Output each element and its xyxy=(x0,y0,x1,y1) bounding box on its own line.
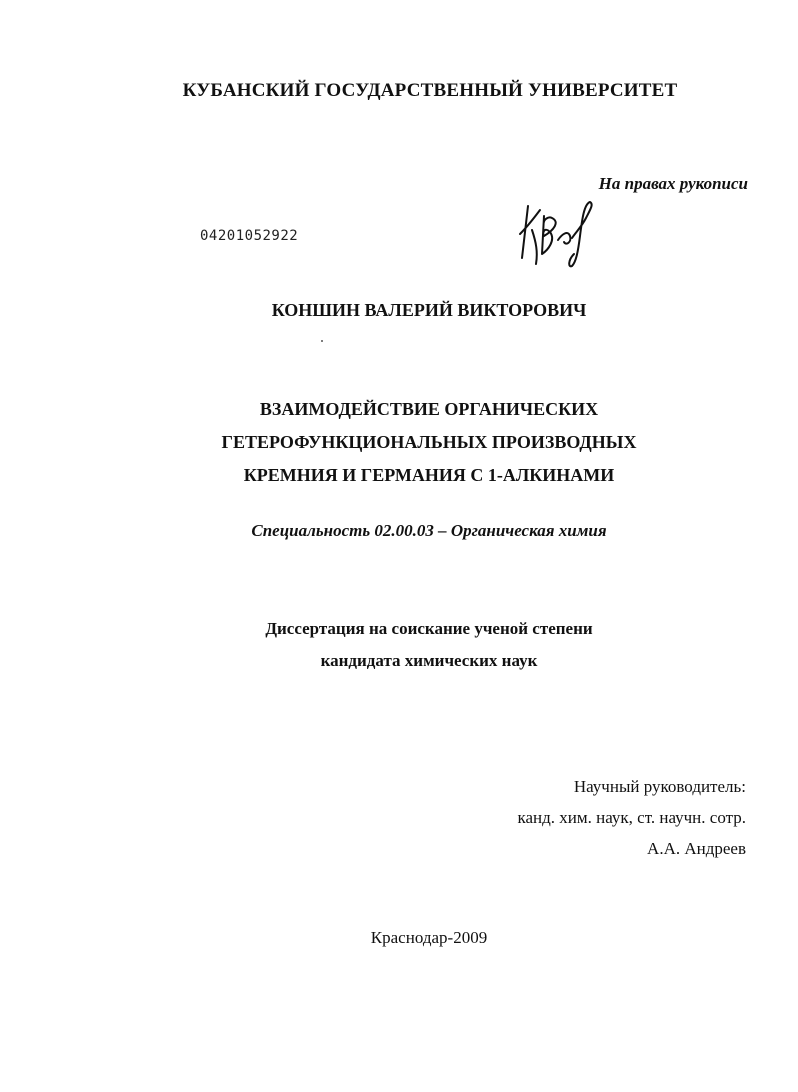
signature-stroke xyxy=(520,210,540,234)
signature-stroke xyxy=(532,230,537,264)
title-line: КРЕМНИЯ И ГЕРМАНИЯ С 1-АЛКИНАМИ xyxy=(243,465,615,485)
supervisor-block xyxy=(517,771,746,864)
city-year: Краснодар-2009 xyxy=(370,928,488,947)
signature-image xyxy=(514,196,598,272)
dissertation-title xyxy=(0,393,798,492)
degree-statement xyxy=(0,613,798,677)
supervisor-degree: канд. хим. наук, ст. научн. сотр. xyxy=(517,808,746,827)
signature-stroke xyxy=(542,216,556,254)
university-name: КУБАНСКИЙ ГОСУДАРСТВЕННЫЙ УНИВЕРСИТЕТ xyxy=(182,80,678,101)
degree-line: Диссертация на соискание ученой степени xyxy=(265,619,593,638)
title-line: ВЗАИМОДЕЙСТВИЕ ОРГАНИЧЕСКИХ xyxy=(259,399,599,419)
supervisor-name: А.А. Андреев xyxy=(647,839,746,858)
supervisor-label: Научный руководитель: xyxy=(573,777,746,796)
author-name: КОНШИН ВАЛЕРИЙ ВИКТОРОВИЧ xyxy=(271,300,587,320)
manuscript-rights-note: На правах рукописи xyxy=(598,174,748,193)
signature-stroke xyxy=(569,202,591,266)
scan-speck xyxy=(321,340,323,342)
degree-line: кандидата химических наук xyxy=(320,651,538,670)
signature-stroke xyxy=(558,233,570,244)
title-line: ГЕТЕРОФУНКЦИОНАЛЬНЫХ ПРОИЗВОДНЫХ xyxy=(221,432,637,452)
specialty-line: Специальность 02.00.03 – Органическая химия xyxy=(251,521,607,540)
document-code: 04201052922 xyxy=(200,228,299,244)
